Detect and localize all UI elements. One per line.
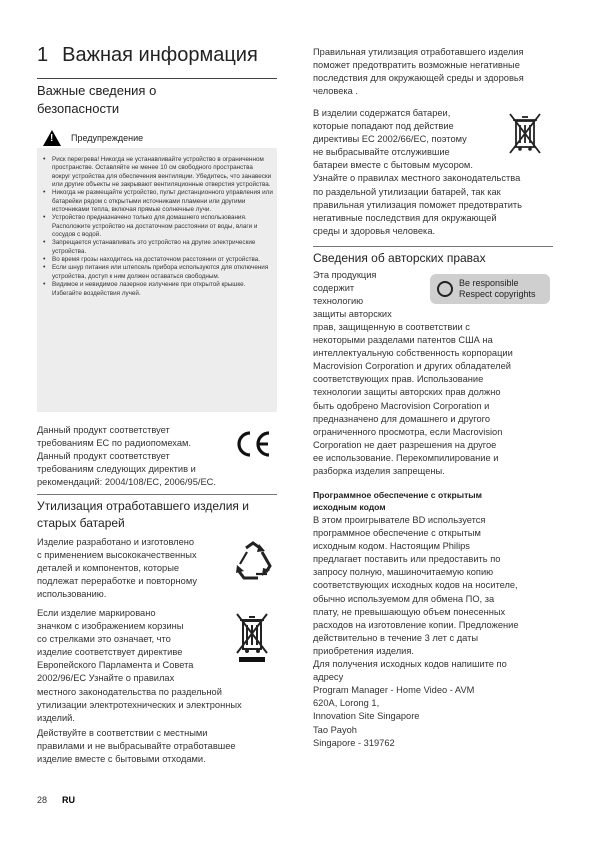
text-line: с применением высококачественных [37, 550, 197, 561]
language-code: RU [62, 795, 75, 805]
text-line: поможет предотвратить возможные негативные [313, 60, 520, 71]
text-line: Innovation Site Singapore [313, 711, 420, 722]
warning-title: Предупреждение [71, 133, 144, 143]
text-line: Для получения исходных кодов напишите по [313, 659, 507, 670]
text-line: Изделие разработано и изготовлено [37, 537, 195, 547]
text-line: защиты авторских [313, 309, 392, 320]
crossed-bin-icon [234, 611, 270, 663]
text-line: по раздельной утилизации батарей, так как [313, 186, 501, 197]
text-line: адресу [313, 672, 344, 683]
disposal-heading-line2: старых батарей [37, 516, 125, 530]
text-line: действительно в течение 3 лет с даты [313, 632, 479, 643]
text-line: батареи вместе с бытовым мусором. [313, 160, 473, 171]
ce-line: рекомендаций: 2004/108/EC, 2006/95/EC. [37, 477, 216, 488]
opensource-heading [313, 489, 558, 513]
warning-item: • Риск перегрева! Никогда не устанавливайте устройство в ограниченном пространстве. Оставляйте не менее 10 см свободного пространства вокруг устройства для обеспечения вентиляции. Убедитесь, что занавески или другие объекты не закрывают вентиляционные отверстия устройства. [43, 156, 273, 189]
text-line: использованию. [37, 589, 107, 600]
text-line: В изделии содержатся батареи, [313, 108, 451, 118]
exclamation-icon: ! [50, 133, 54, 144]
text-line: Program Manager - Home Video - AVM [313, 685, 475, 696]
disposal-rule [37, 494, 277, 495]
text-line: приобретения изделия. [313, 645, 414, 656]
text-line: исходным кодом. Настоящим Philips [313, 541, 470, 552]
text-line: Macrovision Corporation и других обладателей [313, 361, 511, 372]
text-line: значком с изображением корзины [37, 621, 184, 632]
text-line: плату, не превышающую объем понесенных [313, 606, 506, 617]
ce-line: требованиям следующих директив и [37, 464, 196, 475]
text-line: деталей и компонентов, которые [37, 563, 180, 574]
opensource-heading-line2: исходным кодом [313, 502, 386, 512]
disposal-heading-line1: Утилизация отработавшего изделия и [37, 499, 249, 513]
text-line: технологии защиты авторских прав должно [313, 387, 501, 398]
text-line: 620A, Lorong 1, [313, 698, 380, 709]
text-line: разборка изделия запрещены. [313, 466, 445, 477]
text-line: Эта продукция [313, 270, 377, 280]
text-line: быть одобрено Macrovision Corporation и [313, 400, 490, 411]
text-line: изделие соответствует директиве [37, 647, 183, 658]
warning-item: • Никогда не размещайте устройство, пульт дистанционного управления или батарейки рядом с открытыми источниками пламени или другими источниками тепла, включая прямые солнечные лучи. [43, 189, 273, 214]
ce-paragraph [37, 424, 237, 489]
disposal-para1 [37, 536, 237, 601]
text-line: содержит [313, 283, 355, 294]
text-line: ее использование. Перекомпилирование и [313, 452, 499, 463]
chapter-heading [37, 44, 277, 67]
chapter-number: 1 [37, 44, 49, 66]
text-line: со стрелками это означает, что [37, 634, 171, 645]
text-line: соответствующих исходных кодов на носителе, [313, 580, 518, 591]
badge-line2: Respect copyrights [459, 289, 536, 299]
text-line: обычно используемом для обмена ПО, за [313, 593, 495, 604]
text-line: предлагает поставить или предоставить по [313, 554, 501, 565]
text-line: расходов на изготовление копии. Предложение [313, 619, 519, 630]
text-line: некоторыми разделами патентов США на [313, 335, 493, 346]
opensource-heading-line1: Программное обеспечение с открытым [313, 490, 482, 500]
text-line: директивы ЕС 2002/66/EC, поэтому [313, 134, 467, 145]
text-line: правилами и не выбрасывайте отработавшее [37, 741, 236, 752]
warning-list [43, 156, 273, 298]
warning-box [37, 125, 277, 412]
text-line: среды и здоровья человека. [313, 225, 436, 236]
text-line: Действуйте в соответствии с местными [37, 728, 208, 738]
text-line: Если изделие маркировано [37, 608, 156, 618]
recycle-icon [232, 540, 274, 582]
text-line: негативные последствия для окружающей [313, 212, 497, 223]
text-line: изделие вместе с бытовыми отходами. [37, 754, 206, 765]
warning-header [37, 125, 277, 148]
warning-item: • Во время грозы находитесь на достаточном расстоянии от устройства. [43, 256, 273, 264]
text-line: соответствующих прав. Использование [313, 374, 484, 385]
text-line: которые попадают под действие [313, 121, 454, 132]
text-line: подлежат переработке и повторному [37, 576, 197, 587]
warning-item: • Устройство предназначено только для домашнего использования. Расположите устройство на достаточном расстоянии от воды, влаги и сосудов с водой. [43, 214, 273, 239]
warning-item: • Видимое и невидимое лазерное излучение при открытой крышке. Избегайте воздействия лучей. [43, 281, 273, 298]
disposal-para4 [313, 46, 558, 98]
ce-line: Данный продукт соответствует [37, 425, 170, 435]
text-line: предназначено для домашнего и другого [313, 413, 491, 424]
chapter-rule [37, 78, 277, 79]
ce-mark-icon [233, 430, 273, 458]
text-line: программное обеспечение с открытым [313, 528, 481, 539]
disposal-para3 [37, 727, 277, 766]
text-line: последствия для окружающей среды и здоровья [313, 73, 524, 84]
chapter-title: Важная информация [62, 44, 258, 66]
copyright-heading: Сведения об авторских правах [313, 251, 486, 265]
copyright-rule [313, 246, 553, 247]
battery-bin-icon [508, 111, 542, 157]
text-line: не выбрасывайте отслужившие [313, 147, 450, 158]
text-line: прав, защищенную в соответствии с [313, 322, 470, 332]
text-line: изделий. [37, 712, 75, 723]
text-line: Правильная утилизация отработавшего изделия [313, 47, 524, 57]
ce-line: Данный продукт соответствует [37, 451, 170, 462]
copyright-badge [430, 274, 550, 304]
copyright-intro [313, 269, 423, 321]
text-line: интеллектуальную собственность корпорации [313, 348, 513, 359]
text-line: запросу полную, машиночитаемую копию [313, 567, 494, 578]
text-line: человека . [313, 86, 359, 97]
safety-heading [37, 82, 277, 118]
text-line: ограниченного просмотра, если Macrovision [313, 426, 503, 437]
text-line: местного законодательства по раздельной [37, 686, 222, 697]
ce-line: требованиям ЕС по радиопомехам. [37, 438, 191, 449]
ring-icon [437, 281, 453, 297]
safety-heading-line1: Важные сведения о [37, 83, 157, 98]
warning-item: • Если шнур питания или штепсель прибора используются для отключения устройства, доступ к ним должен оставаться свободным. [43, 264, 273, 281]
text-line: Singapore - 319762 [313, 737, 395, 748]
copyright-body [313, 321, 558, 478]
safety-heading-line2: безопасности [37, 101, 120, 116]
text-line: Узнайте о правилах местного законодательства [313, 173, 521, 184]
badge-line1: Be responsible [459, 278, 519, 288]
disposal-heading [37, 498, 282, 532]
text-line: Corporation не дает разрешения на другое [313, 439, 497, 450]
text-line: Европейского Парламента и Совета [37, 660, 194, 671]
text-line: Tao Payoh [313, 724, 357, 735]
warning-item: • Запрещается устанавливать это устройство на другие электрические устройства. [43, 239, 273, 256]
text-line: правильная утилизация поможет предотвратить [313, 199, 523, 210]
opensource-body [313, 514, 558, 750]
text-line: технологию [313, 296, 364, 307]
text-line: В этом проигрывателе BD используется [313, 515, 486, 525]
page-number: 28 [37, 795, 48, 805]
text-line: 2002/96/EC Узнайте о правилах [37, 673, 175, 684]
text-line: утилизации электротехнических и электронных [37, 699, 242, 710]
